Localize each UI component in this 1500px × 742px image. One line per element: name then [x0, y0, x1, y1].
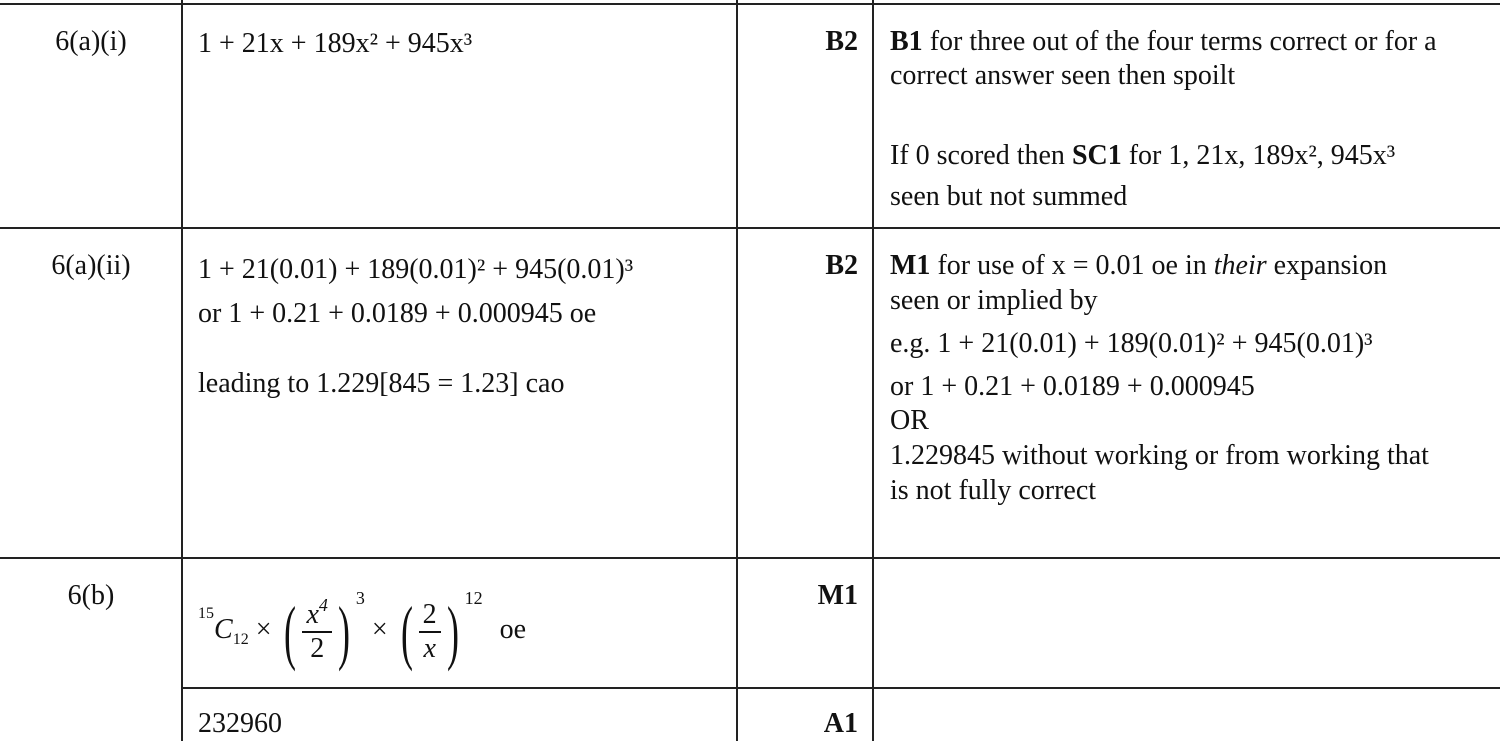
answer-line: or 1 + 0.21 + 0.0189 + 0.000945 oe — [198, 298, 597, 329]
mark-label: B1 — [890, 26, 923, 57]
fraction: $\frac{x^4}{2}$ — [302, 599, 331, 665]
row-top-border — [0, 3, 1500, 5]
col-divider-1 — [181, 0, 183, 741]
guidance-italic-text: their — [1213, 250, 1267, 281]
row-divider-2 — [0, 557, 1500, 559]
mark-code: A1 — [823, 708, 858, 739]
fraction: $\frac{2}{x}$ — [419, 599, 441, 665]
guidance-text: expansion — [1266, 250, 1388, 281]
oe-text: oe — [499, 614, 527, 645]
col-divider-2 — [736, 0, 738, 741]
mark-label: SC1 — [1071, 140, 1122, 171]
guidance-line: seen but not summed — [890, 181, 1128, 212]
guidance-line: e.g. 1 + 21(0.01) + 189(0.01)² + 945(0.01)³ — [890, 328, 1373, 359]
question-number: 6(a)(ii) — [51, 250, 131, 281]
guidance-line — [890, 248, 1387, 284]
binomial-term-expression: $^{15}C_{12}$ × ( $\frac{x^4}{2}$ ) $^3$ × ( $\frac{2}{x}$ ) $^{12}$ oe — [198, 588, 527, 672]
mark-code: B2 — [825, 250, 858, 281]
guidance-line — [890, 138, 1395, 174]
answer-expression — [198, 26, 472, 62]
answer-line: 1 + 21(0.01) + 189(0.01)² + 945(0.01)³ — [198, 254, 634, 285]
guidance-text: for three out of the four terms correct or for a — [922, 26, 1437, 57]
times-sign: × — [371, 614, 395, 645]
guidance-line: correct answer seen then spoilt — [890, 60, 1236, 91]
combination-symbol: $^{15}C_{12}$ — [198, 605, 249, 648]
col-divider-3 — [872, 0, 874, 741]
mark-code: M1 — [817, 580, 858, 611]
guidance-text: If 0 scored then — [890, 140, 1072, 171]
guidance-text: for 1, 21x, 189x², 945x³ — [1121, 140, 1396, 171]
row-divider-1 — [0, 227, 1500, 229]
guidance-line: seen or implied by — [890, 285, 1098, 316]
guidance-line: OR — [890, 405, 929, 436]
guidance-line: 1.229845 without working or from working that — [890, 440, 1429, 471]
guidance-text: for use of x = 0.01 oe in — [930, 250, 1214, 281]
open-paren: ( — [400, 591, 413, 672]
row-divider-3 — [182, 687, 1500, 689]
close-paren: ) — [337, 591, 350, 672]
times-sign: × — [255, 614, 279, 645]
mark-code: B2 — [825, 26, 858, 57]
close-paren: ) — [446, 591, 459, 672]
question-number: 6(b) — [67, 580, 115, 611]
guidance-line: is not fully correct — [890, 475, 1097, 506]
answer-line: leading to 1.229[845 = 1.23] cao — [198, 368, 565, 399]
guidance-line: or 1 + 0.21 + 0.0189 + 0.000945 — [890, 371, 1255, 402]
mark-label: M1 — [890, 250, 931, 281]
guidance-line — [890, 24, 1437, 60]
question-number: 6(a)(i) — [55, 26, 127, 57]
answer-text: 1 + 21x + 189x² + 945x³ — [198, 28, 473, 59]
open-paren: ( — [284, 591, 297, 672]
answer-value: 232960 — [198, 708, 282, 739]
